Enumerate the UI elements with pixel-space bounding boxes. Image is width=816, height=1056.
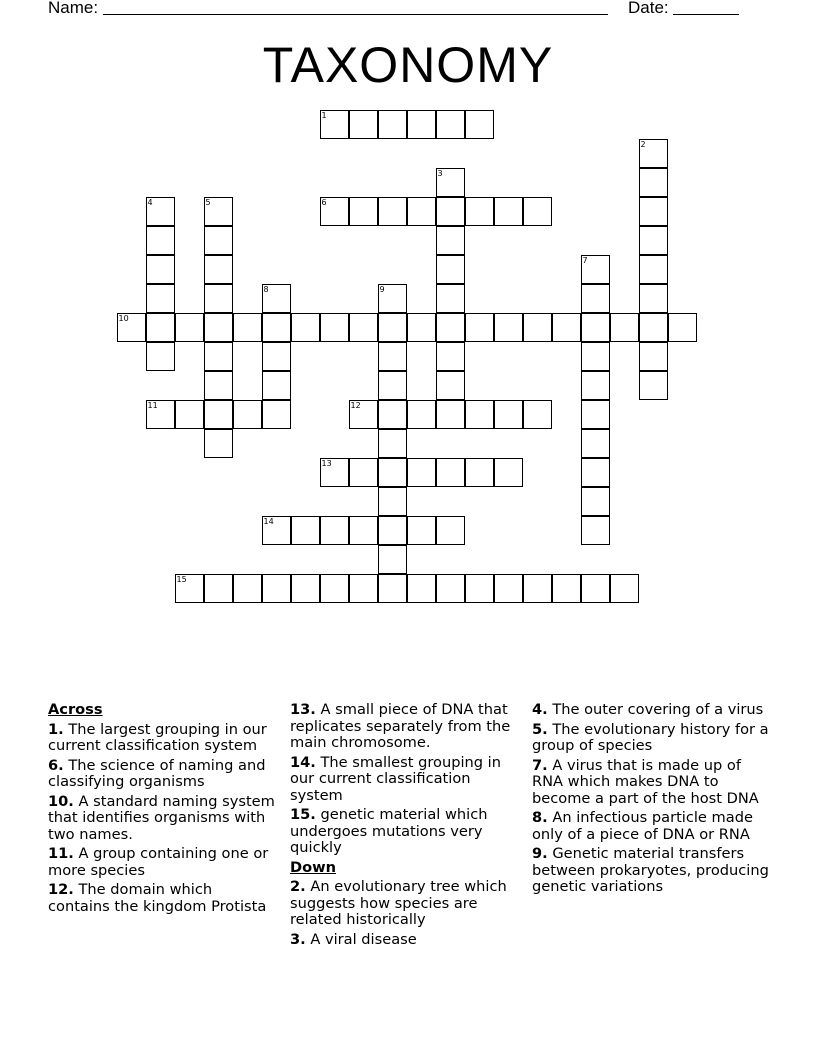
crossword-cell[interactable] — [378, 400, 407, 429]
crossword-cell[interactable] — [117, 313, 146, 342]
crossword-cell[interactable] — [407, 110, 436, 139]
cell-clue-number: 8 — [263, 284, 269, 294]
crossword-cell[interactable] — [378, 545, 407, 574]
cell-clue-number: 7 — [582, 255, 588, 265]
crossword-cell[interactable] — [552, 574, 581, 603]
across-clue — [48, 846, 278, 879]
cell-clue-number: 10 — [118, 313, 129, 323]
crossword-cell[interactable] — [494, 458, 523, 487]
crossword-cell[interactable] — [494, 400, 523, 429]
worksheet-header — [0, 0, 816, 20]
cell-clue-number: 11 — [147, 400, 158, 410]
cell-clue-number: 12 — [350, 400, 361, 410]
crossword-cell[interactable] — [581, 255, 610, 284]
clue-text: The domain which contains the kingdom Protista — [48, 881, 267, 915]
crossword-cell[interactable] — [349, 516, 378, 545]
clue-text: genetic material which undergoes mutations very quickly — [290, 806, 488, 856]
clue-text: An infectious particle made only of a piece of DNA or RNA — [532, 809, 753, 843]
clues-column-2 — [290, 702, 525, 951]
crossword-cell[interactable] — [320, 313, 349, 342]
across-clue — [48, 794, 278, 844]
crossword-cell[interactable] — [320, 110, 349, 139]
crossword-cell[interactable] — [262, 371, 291, 400]
crossword-cell[interactable] — [378, 284, 407, 313]
crossword-cell[interactable] — [610, 313, 639, 342]
clue-number: 2. — [290, 878, 306, 895]
crossword-cell[interactable] — [581, 429, 610, 458]
crossword-cell[interactable] — [378, 516, 407, 545]
cell-clue-number: 15 — [176, 574, 187, 584]
down-clue — [532, 846, 772, 896]
down-clue — [532, 702, 772, 719]
crossword-cell[interactable] — [407, 574, 436, 603]
clue-text: A virus that is made up of RNA which makes DNA to become a part of the host DNA — [532, 756, 759, 807]
crossword-cell[interactable] — [436, 371, 465, 400]
clue-text: The largest grouping in our current classification system — [48, 720, 267, 754]
crossword-cell[interactable] — [378, 313, 407, 342]
crossword-cell[interactable] — [146, 197, 175, 226]
crossword-cell[interactable] — [407, 458, 436, 487]
cell-clue-number: 14 — [263, 516, 274, 526]
crossword-cell[interactable] — [465, 574, 494, 603]
crossword-cell[interactable] — [349, 400, 378, 429]
crossword-cell[interactable] — [639, 313, 668, 342]
crossword-cell[interactable] — [146, 342, 175, 371]
crossword-cell[interactable] — [639, 342, 668, 371]
across-clue — [290, 702, 525, 752]
crossword-cell[interactable] — [175, 313, 204, 342]
crossword-cell[interactable] — [262, 342, 291, 371]
crossword-cell[interactable] — [581, 516, 610, 545]
crossword-cell[interactable] — [407, 516, 436, 545]
crossword-cell[interactable] — [204, 197, 233, 226]
down-clue — [532, 810, 772, 843]
crossword-cell[interactable] — [233, 313, 262, 342]
down-clue — [532, 722, 772, 755]
crossword-cell[interactable] — [523, 400, 552, 429]
crossword-cell[interactable] — [581, 313, 610, 342]
across-clue — [290, 755, 525, 805]
crossword-cell[interactable] — [349, 458, 378, 487]
crossword-cell[interactable] — [465, 400, 494, 429]
crossword-cell[interactable] — [639, 168, 668, 197]
name-blank-line[interactable] — [103, 14, 608, 15]
crossword-cell[interactable] — [523, 313, 552, 342]
crossword-cell[interactable] — [146, 284, 175, 313]
crossword-cell[interactable] — [291, 516, 320, 545]
crossword-cell[interactable] — [262, 284, 291, 313]
cell-clue-number: 9 — [379, 284, 385, 294]
crossword-cell[interactable] — [320, 197, 349, 226]
crossword-cell[interactable] — [233, 574, 262, 603]
crossword-cell[interactable] — [378, 458, 407, 487]
clue-text: A group containing one or more species — [48, 845, 269, 879]
across-clue — [48, 882, 278, 915]
crossword-cell[interactable] — [378, 342, 407, 371]
crossword-cell[interactable] — [639, 197, 668, 226]
clues-column-3 — [532, 702, 772, 899]
clue-number: 6. — [48, 756, 64, 774]
clue-number: 15. — [290, 806, 316, 823]
crossword-cell[interactable] — [262, 400, 291, 429]
down-heading: Down — [290, 858, 337, 876]
crossword-cell[interactable] — [175, 574, 204, 603]
crossword-cell[interactable] — [291, 313, 320, 342]
crossword-cell[interactable] — [436, 342, 465, 371]
crossword-cell[interactable] — [204, 313, 233, 342]
crossword-cell[interactable] — [639, 255, 668, 284]
crossword-cell[interactable] — [581, 574, 610, 603]
crossword-cell[interactable] — [436, 458, 465, 487]
crossword-cell[interactable] — [639, 371, 668, 400]
crossword-cell[interactable] — [436, 516, 465, 545]
across-clue — [48, 758, 278, 791]
crossword-cell[interactable] — [204, 226, 233, 255]
clue-number: 14. — [290, 753, 316, 771]
clue-number: 7. — [532, 756, 548, 774]
crossword-cell[interactable] — [407, 197, 436, 226]
crossword-cell[interactable] — [465, 197, 494, 226]
crossword-cell[interactable] — [146, 226, 175, 255]
crossword-cell[interactable] — [465, 313, 494, 342]
across-heading: Across — [48, 701, 103, 718]
crossword-cell[interactable] — [320, 574, 349, 603]
crossword-cell[interactable] — [349, 574, 378, 603]
crossword-cell[interactable] — [436, 110, 465, 139]
clue-number: 1. — [48, 720, 64, 738]
crossword-cell[interactable] — [639, 284, 668, 313]
crossword-cell[interactable] — [436, 284, 465, 313]
clue-text: The evolutionary history for a group of species — [532, 720, 769, 754]
crossword-cell[interactable] — [407, 313, 436, 342]
crossword-cell[interactable] — [320, 458, 349, 487]
cell-clue-number: 13 — [321, 458, 332, 468]
date-blank-line[interactable] — [673, 14, 739, 15]
crossword-cell[interactable] — [146, 255, 175, 284]
crossword-cell[interactable] — [204, 429, 233, 458]
cell-clue-number: 1 — [321, 110, 327, 120]
crossword-cell[interactable] — [204, 400, 233, 429]
name-label: Name: — [48, 0, 99, 17]
crossword-cell[interactable] — [436, 574, 465, 603]
clue-number: 13. — [290, 701, 316, 718]
down-clue — [290, 932, 525, 949]
crossword-cell[interactable] — [436, 168, 465, 197]
clue-text: Genetic material transfers between prokaryotes, producing genetic variations — [532, 845, 769, 895]
across-clue — [48, 722, 278, 755]
crossword-cell[interactable] — [523, 574, 552, 603]
down-clue — [532, 758, 772, 808]
crossword-cell[interactable] — [378, 197, 407, 226]
clue-text: The smallest grouping in our current classification system — [290, 753, 501, 804]
crossword-cell[interactable] — [378, 574, 407, 603]
clue-number: 12. — [48, 881, 74, 898]
crossword-cell[interactable] — [175, 400, 204, 429]
crossword-cell[interactable] — [523, 197, 552, 226]
crossword-cell[interactable] — [581, 284, 610, 313]
page-title: TAXONOMY — [262, 37, 554, 93]
crossword-cell[interactable] — [581, 487, 610, 516]
clue-text: The outer covering of a virus — [552, 701, 764, 718]
clue-number: 4. — [532, 701, 548, 718]
crossword-cell[interactable] — [262, 574, 291, 603]
crossword-cell[interactable] — [610, 574, 639, 603]
crossword-cell[interactable] — [146, 313, 175, 342]
crossword-cell[interactable] — [581, 458, 610, 487]
clue-text: The science of naming and classifying organisms — [48, 756, 266, 790]
crossword-cell[interactable] — [581, 400, 610, 429]
crossword-cell[interactable] — [436, 197, 465, 226]
crossword-cell[interactable] — [494, 197, 523, 226]
across-clue — [290, 807, 525, 857]
clue-number: 11. — [48, 845, 74, 862]
crossword-cell[interactable] — [233, 400, 262, 429]
crossword-cell[interactable] — [436, 313, 465, 342]
cell-clue-number: 4 — [147, 197, 153, 207]
crossword-cell[interactable] — [204, 284, 233, 313]
cell-clue-number: 6 — [321, 197, 327, 207]
clues-column-1 — [48, 702, 278, 918]
crossword-cell[interactable] — [146, 400, 175, 429]
crossword-cell[interactable] — [204, 574, 233, 603]
crossword-cell[interactable] — [378, 429, 407, 458]
clue-text: A viral disease — [310, 930, 417, 948]
crossword-cell[interactable] — [494, 574, 523, 603]
clue-text: An evolutionary tree which suggests how species are related historically — [290, 878, 507, 928]
crossword-cell[interactable] — [494, 313, 523, 342]
crossword-cell[interactable] — [204, 342, 233, 371]
clue-number: 9. — [532, 845, 548, 862]
clue-number: 10. — [48, 792, 74, 810]
crossword-cell[interactable] — [291, 574, 320, 603]
crossword-cell[interactable] — [262, 313, 291, 342]
crossword-cell[interactable] — [465, 110, 494, 139]
cell-clue-number: 2 — [640, 139, 646, 149]
crossword-cell[interactable] — [465, 458, 494, 487]
crossword-cell[interactable] — [407, 400, 436, 429]
crossword-cell[interactable] — [581, 371, 610, 400]
date-label: Date: — [628, 0, 669, 17]
crossword-cell[interactable] — [349, 313, 378, 342]
clue-text: A small piece of DNA that replicates separately from the main chromosome. — [290, 701, 511, 751]
crossword-cell[interactable] — [436, 400, 465, 429]
crossword-cell[interactable] — [639, 226, 668, 255]
crossword-cell[interactable] — [581, 342, 610, 371]
clue-number: 3. — [290, 930, 306, 948]
cell-clue-number: 3 — [437, 168, 443, 178]
clue-text: A standard naming system that identifies organisms with two names. — [48, 792, 275, 843]
crossword-cell[interactable] — [349, 110, 378, 139]
crossword-cell[interactable] — [378, 110, 407, 139]
clue-number: 5. — [532, 720, 548, 738]
crossword-cell[interactable] — [320, 516, 349, 545]
crossword-cell[interactable] — [378, 487, 407, 516]
crossword-cell[interactable] — [668, 313, 697, 342]
crossword-cell[interactable] — [204, 255, 233, 284]
crossword-cell[interactable] — [378, 371, 407, 400]
clue-number: 8. — [532, 809, 548, 826]
cell-clue-number: 5 — [205, 197, 211, 207]
crossword-cell[interactable] — [349, 197, 378, 226]
down-clue — [290, 879, 525, 929]
crossword-cell[interactable] — [436, 255, 465, 284]
crossword-cell[interactable] — [204, 371, 233, 400]
crossword-cell[interactable] — [552, 313, 581, 342]
crossword-cell[interactable] — [639, 139, 668, 168]
crossword-cell[interactable] — [262, 516, 291, 545]
crossword-cell[interactable] — [436, 226, 465, 255]
